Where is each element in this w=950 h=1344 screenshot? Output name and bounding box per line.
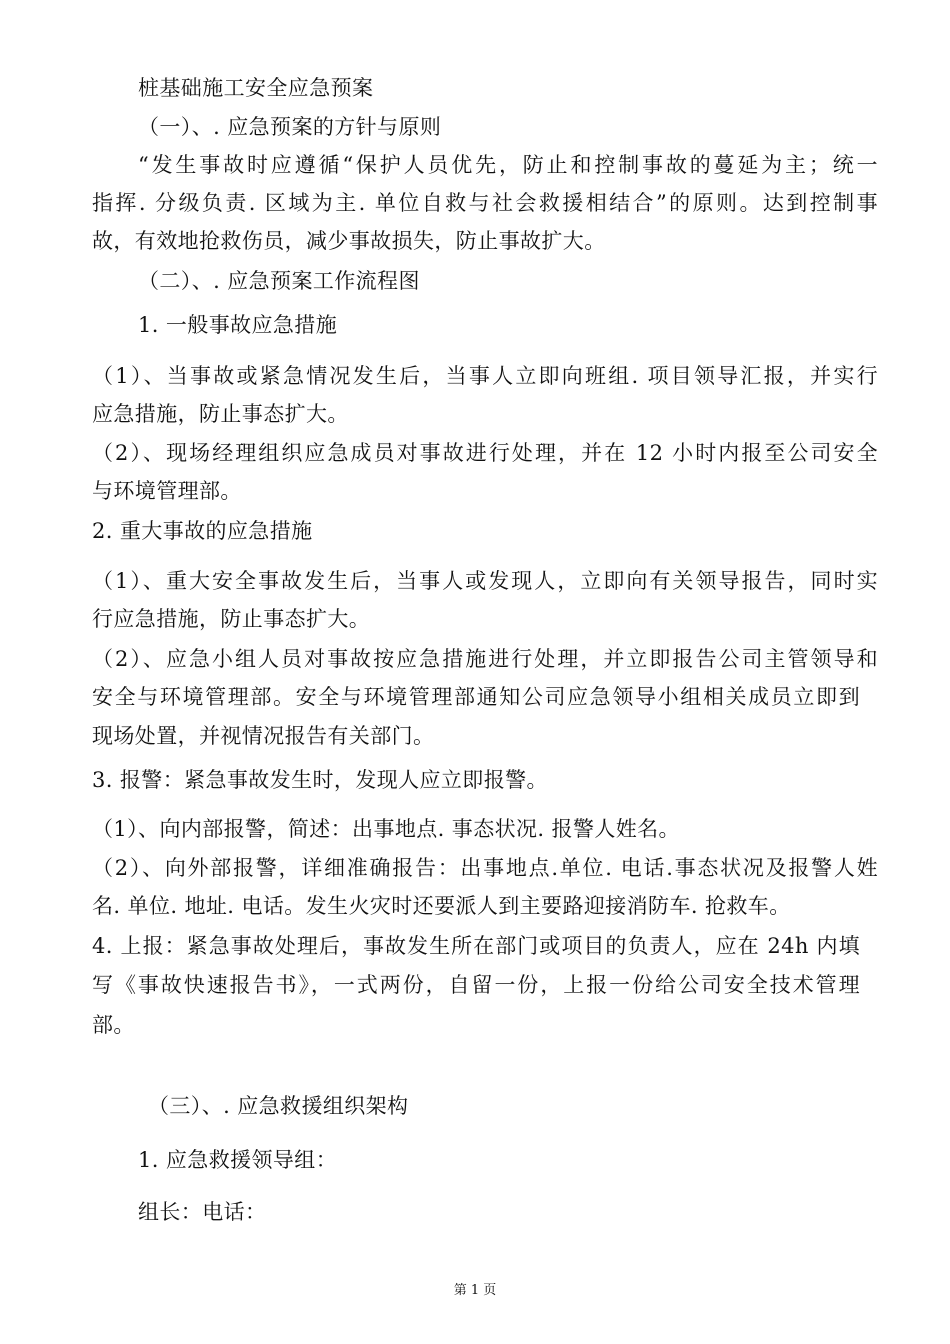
leader-phone-line: 组长：电话： [138, 1200, 267, 1224]
document-title: 桩基础施工安全应急预案 [138, 76, 374, 100]
item-2-p2-line-2: 安全与环境管理部。安全与环境管理部通知公司应急领导小组相关成员立即到 [92, 685, 860, 709]
section-1-paragraph-line-3: 故，有效地抢救伤员，减少事故损失，防止事故扩大。 [92, 229, 606, 253]
item-2-p2-line-3: 现场处置，并视情况报告有关部门。 [92, 724, 435, 748]
item-3-p1-line-1: （1）、向内部报警，简述：出事地点. 事态状况. 报警人姓名。 [92, 817, 680, 841]
section-1-paragraph-line-2: 指挥. 分级负责. 区域为主. 单位自救与社会救援相结合”的原则。达到控制事 [92, 191, 878, 215]
section-1-paragraph-line-1: “发生事故时应遵循“保护人员优先，防止和控制事故的蔓延为主；统一 [138, 153, 878, 177]
item-1-p1-line-2: 应急措施，防止事态扩大。 [92, 402, 349, 426]
item-1-p2-line-2: 与环境管理部。 [92, 479, 242, 503]
item-4-line-3: 部。 [92, 1013, 135, 1037]
item-1-p1-line-1: （1）、当事故或紧急情况发生后，当事人立即向班组. 项目领导汇报，并实行 [92, 364, 878, 388]
item-3-heading: 3. 报警：紧急事故发生时，发现人应立即报警。 [92, 768, 548, 792]
item-3-p2-line-1: （2）、向外部报警，详细准确报告：出事地点.单位. 电话.事态状况及报警人姓 [92, 856, 878, 880]
item-1-p2-line-1: （2）、现场经理组织应急成员对事故进行处理，并在 12 小时内报至公司安全 [92, 441, 878, 465]
item-2-p1-line-1: （1）、重大安全事故发生后，当事人或发现人，立即向有关领导报告，同时实 [92, 569, 878, 593]
section-2-heading: （二）、. 应急预案工作流程图 [138, 269, 420, 293]
section-3-item-1-heading: 1. 应急救援领导组： [138, 1148, 338, 1172]
page-number: 第 1 页 [453, 1283, 497, 1298]
item-1-heading: 1. 一般事故应急措施 [138, 313, 338, 337]
item-4-line-2: 写《事故快速报告书》，一式两份，自留一份，上报一份给公司安全技术管理 [92, 973, 860, 997]
section-1-heading: （一）、. 应急预案的方针与原则 [138, 115, 442, 139]
item-4-line-1: 4. 上报：紧急事故处理后，事故发生所在部门或项目的负责人，应在 24h 内填 [92, 934, 860, 958]
section-3-heading: （三）、. 应急救援组织架构 [148, 1094, 409, 1118]
item-2-p1-line-2: 行应急措施，防止事态扩大。 [92, 607, 371, 631]
item-2-p2-line-1: （2）、应急小组人员对事故按应急措施进行处理，并立即报告公司主管领导和 [92, 647, 878, 671]
item-3-p2-line-2: 名. 单位. 地址. 电话。发生火灾时还要派人到主要路迎接消防车. 抢救车。 [92, 894, 791, 918]
item-2-heading: 2. 重大事故的应急措施 [92, 519, 313, 543]
